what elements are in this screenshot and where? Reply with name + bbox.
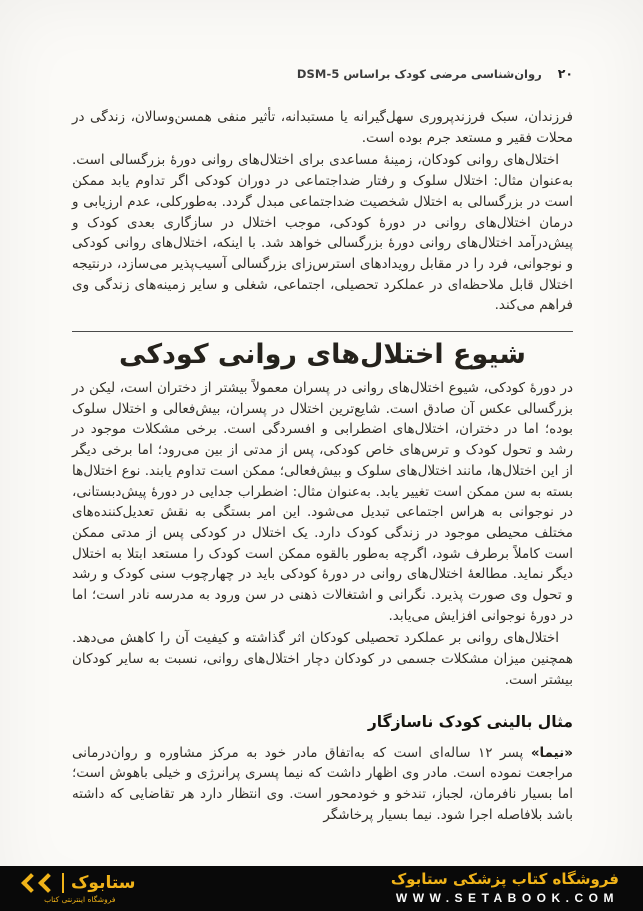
running-header (72, 66, 573, 81)
page-content (72, 66, 573, 827)
section-heading: شیوع اختلال‌های روانی کودکی (119, 339, 526, 371)
case-paragraph (72, 743, 573, 826)
setabook-footer-banner (0, 866, 643, 911)
paragraph-continuation: فرزندان، سبک فرزندپروری سهل‌گیرانه یا مستبدانه، تأثیر منفی همسن‌وسالان، زندگی در محلات فقیر و مستعد جرم بوده است. (72, 109, 573, 146)
case-text: پسر ۱۲ ساله‌ای است که به‌اتفاق مادر خود به مرکز مشاوره و روان‌درمانی مراجعت نموده است. مادر وی اظهار داشت که نیما پسری پرانرژی و خیلی باهوش است؛ اما بسیار نافرمان، لجباز، تندخو و خودمحور است. وی انتظار دارد هر تقاضایی که داشته باشد بلافاصله اجرا شود. نیما بسیار پرخاشگر (72, 744, 573, 823)
double-chevron-icon (24, 876, 55, 890)
case-name: «نیما» (530, 744, 573, 761)
logo-row (24, 873, 136, 893)
shop-title: فروشگاه کتاب پزشکی ستابوک (390, 870, 619, 889)
shop-info (391, 871, 619, 905)
setabook-logo (24, 873, 136, 904)
paragraph-prevalence: در دورهٔ کودکی، شیوع اختلال‌های روانی در پسران معمولاً بیشتر از دختران است، لیکن در بزرگسالی عکس آن صادق است. شایع‌ترین اختلال در پسران، بیش‌فعالی و اختلال سلوک بوده؛ اما در دختران، اختلال‌های اضطرابی و افسردگی است. برخی مشکلات موجود در رشد و تحول کودک و ترس‌های خاص کودکی، پس از مدتی از بین می‌رود؛ اما برخی دیگر از این اختلال‌ها، مانند اختلال‌های سلوک و بیش‌فعالی؛ ممکن است تداوم یابند. نوع اختلال‌ها بسته به سن ممکن است تغییر یابد. به‌عنوان مثال: اضطراب جدایی در دورهٔ پیش‌دبستانی، در نوجوانی به هراس اجتماعی تبدیل می‌شود. این امر بستگی به نقش تعدیل‌کننده‌های مختلف محیطی موجود در زندگی کودک دارد. یک اختلال در کودکی پس از مدتی ممکن است کاملاً برطرف شود، اگرچه به‌طور بالقوه ممکن است کودک را مستعد ابتلا به اختلال دیگر نماید. مطالعهٔ اختلال‌های روانی در دورهٔ کودکی باید در چهارچوب سنی کودک و رشد و تحول وی صورت پذیرد. نگرانی و اشتغالات ذهنی در سن ورود به مدرسه نادر است؛ اما در دورهٔ نوجوانی افزایش می‌یابد. (72, 380, 573, 624)
paragraph-development: اختلال‌های روانی کودکان، زمینهٔ مساعدی برای اختلال‌های روانی دورهٔ بزرگسالی است. به‌عنوان مثال: اختلال سلوک و رفتار ضداجتماعی در دوران کودکی اگر تداوم یابد ممکن است در بزرگسالی به اختلال شخصیت ضداجتماعی مبدل گردد. به‌طورکلی، عدم ارزیابی و درمان اختلال‌های روانی در دورهٔ کودکی، موجب اختلال در سازگاری بعدی کودک و پیش‌درآمد اختلال‌های روانی دورهٔ بزرگسالی خواهد شد. با اینکه، اختلال‌های روانی کودکی و نوجوانی، فرد را در مقابل رویدادهای استرس‌زای بزرگسالی آسیب‌پذیر می‌سازد، درنتیجه اختلال قابل ملاحظه‌ای در عملکرد تحصیلی، اجتماعی، شغلی و سایر زمینه‌های زندگی وی فراهم می‌کند. (72, 152, 573, 314)
chevron-left-icon (38, 873, 58, 893)
section-heading-block (72, 331, 573, 370)
page-number: ۲۰ (557, 66, 573, 81)
logo-tagline: فروشگاه اینترنتی کتاب (44, 895, 116, 905)
logo-divider (62, 873, 64, 893)
paragraph-impact: اختلال‌های روانی بر عملکرد تحصیلی کودکان اثر گذاشته و کیفیت آن را کاهش می‌دهد. همچنین میزان مشکلات جسمی در کودکان دچار اختلال‌های روانی، نسبت به سایر کودکان بیشتر است. (72, 630, 573, 688)
clinical-example-subheading: مثال بالینی کودک ناسازگار (367, 712, 573, 731)
website-url: WWW.SETABOOK.COM (395, 890, 619, 905)
running-title: روان‌شناسی مرضی کودک براساس DSM-5 (296, 67, 542, 81)
logo-wordmark: ستابوک (71, 872, 136, 893)
